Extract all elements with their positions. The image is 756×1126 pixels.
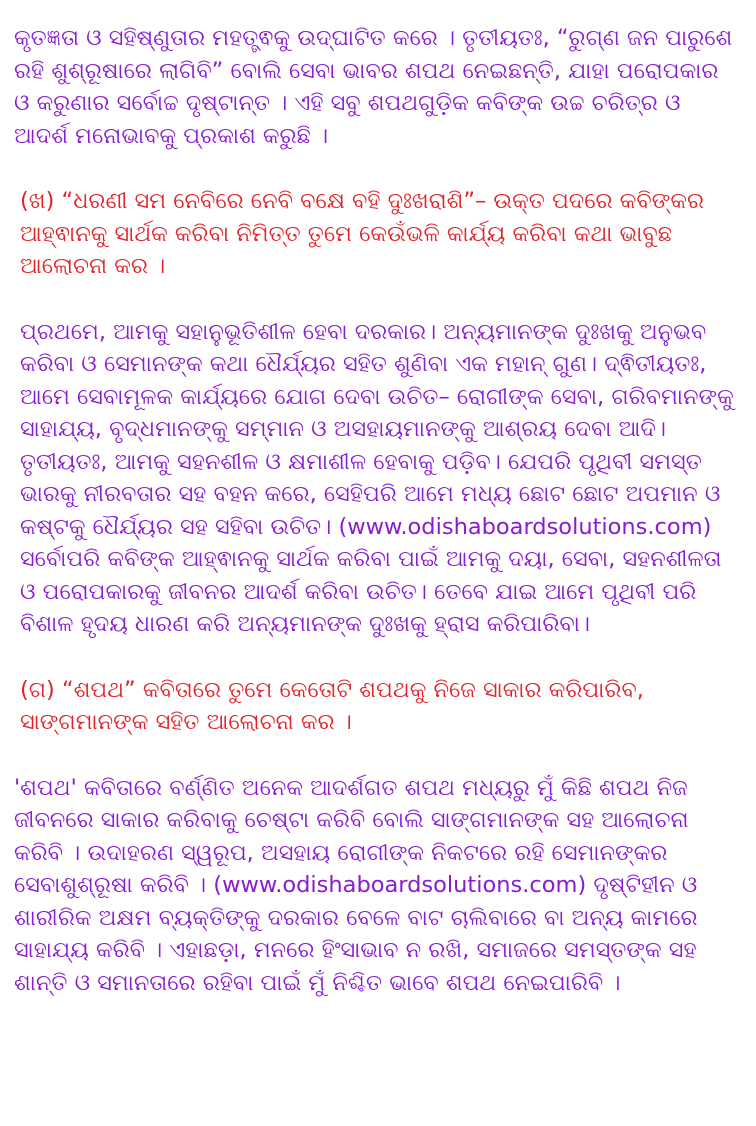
- answer-paragraph-ga: 'ଶପଥ' କବିତାରେ ବର୍ଣ୍ଣିତ ଅନେକ ଆଦର୍ଶଗତ ଶପଥ ମଧ୍ୟରୁ ମୁଁ କିଛି ଶପଥ ନିଜ ଜୀବନରେ ସାକାର କରିବାକୁ ଚେଷ୍ଟା କରିବି ବୋଲି ସାଙ୍ଗମାନଙ୍କ ସହ ଆଲୋଚନା କରିବି । ଉଦାହରଣ ସ୍ୱରୂପ, ଅସହାୟ ରୋଗୀଙ୍କ ନିକଟରେ ରହି ସେମାନଙ୍କର ସେବାଶୁଶ୍ରୂଷା କରିବି । (www.odishaboardsolutions.com) ଦୃଷ୍ଟିହୀନ ଓ ଶାରୀରିକ ଅକ୍ଷମ ବ୍ୟକ୍ତିଙ୍କୁ ଦରକାର ବେଳେ ବାଟ ଚାଲିବାରେ ବା ଅନ୍ୟ କାମରେ ସାହାଯ୍ୟ କରିବି । ଏହାଛଡ଼ା, ମନରେ ହିଂସାଭାବ ନ ରଖି, ସମାଜରେ ସମସ୍ତଙ୍କ ସହ ଶାନ୍ତି ଓ ସମାନତାରେ ରହିବା ପାଇଁ ମୁଁ ନିଶ୍ଚିତ ଭାବେ ଶପଥ ନେଇପାରିବି ।: [14, 774, 698, 996]
- answer-paragraph-continued: କୃତଜ୍ଞତା ଓ ସହିଷ୍ଣୁତାର ମହତ୍ତ୍ଵକୁ ଉଦ୍‌ଘାଟିତ କରେ । ତୃତୀୟତଃ, “ରୁଗ୍ଣ ଜନ ପାରୁଶେ ରହି ଶୁଶ୍ରୂଷାରେ ଲାଗିବି” ବୋଲି ସେବା ଭାବର ଶପଥ ନେଇଛନ୍ତି, ଯାହା ପରୋପକାର ଓ କରୁଣାର ସର୍ବୋଚ୍ଚ ଦୃଷ୍ଟାନ୍ତ । ଏହି ସବୁ ଶପଥଗୁଡ଼ିକ କବିଙ୍କ ଉଚ୍ଚ ଚରିତ୍ର ଓ ଆଦର୍ଶ ମନୋଭାବକୁ ପ୍ରକାଶ କରୁଛି ।: [14, 25, 733, 149]
- question-kha: (ଖ) “ଧରଣୀ ସମ ନେବିରେ ନେବି ବକ୍ଷେ ବହି ଦୁଃଖରାଶି”– ଉକ୍ତ ପଦରେ କବିଙ୍କର ଆହ୍ଵାନକୁ ସାର୍ଥକ କରିବା ନିମିତ୍ତ ତୁମେ କେଉଁଭଳି କାର୍ଯ୍ୟ କରିବା କଥା ଭାବୁଛ ଆଲୋଚନା କର ।: [20, 188, 705, 279]
- answer-paragraph-kha: ପ୍ରଥମେ, ଆମକୁ ସହାନୁଭୂତିଶୀଳ ହେବା ଦରକାର। ଅନ୍ୟମାନଙ୍କ ଦୁଃଖକୁ ଅନୁଭବ କରିବା ଓ ସେମାନଙ୍କ କଥା ଧୈର୍ଯ୍ୟର ସହିତ ଶୁଣିବା ଏକ ମହାନ୍ ଗୁଣ। ଦ୍ଵିତୀୟତଃ, ଆମେ ସେବାମୂଳକ କାର୍ଯ୍ୟରେ ଯୋଗ ଦେବା ଉଚିତ– ରୋଗୀଙ୍କ ସେବା, ଗରିବମାନଙ୍କୁ ସାହାଯ୍ୟ, ବୃଦ୍ଧମାନଙ୍କୁ ସମ୍ମାନ ଓ ଅସହାୟମାନଙ୍କୁ ଆଶ୍ରୟ ଦେବା ଆଦି। ତୃତୀୟତଃ, ଆମକୁ ସହନଶୀଳ ଓ କ୍ଷମାଶୀଳ ହେବାକୁ ପଡ଼ିବ। ଯେପରି ପୃଥିବୀ ସମସ୍ତ ଭାରକୁ ନୀରବତାର ସହ ବହନ କରେ, ସେହିପରି ଆମେ ମଧ୍ୟ ଛୋଟ ଛୋଟ ଅପମାନ ଓ କଷ୍ଟକୁ ଧୈର୍ଯ୍ୟର ସହ ସହିବା ଉଚିତ। (www.odishaboardsolutions.com) ସର୍ବୋପରି କବିଙ୍କ ଆହ୍ଵାନକୁ ସାର୍ଥକ କରିବା ପାଇଁ ଆମକୁ ଦୟା, ସେବା, ସହନଶୀଳତା ଓ ପରୋପକାରକୁ ଜୀବନର ଆଦର୍ଶ କରିବା ଉଚିତ। ତେବେ ଯାଇ ଆମେ ପୃଥିବୀ ପରି ବିଶାଳ ହୃଦୟ ଧାରଣ କରି ଅନ୍ୟମାନଙ୍କ ଦୁଃଖକୁ ହ୍ରାସ କରିପାରିବା।: [20, 318, 734, 637]
- question-ga: (ଗ) “ଶପଥ” କବିତାରେ ତୁମେ କେତୋଟି ଶପଥକୁ ନିଜେ ସାକାର କରିପାରିବ, ସାଙ୍ଗମାନଙ୍କ ସହିତ ଆଲୋଚନା କର ।: [20, 676, 644, 735]
